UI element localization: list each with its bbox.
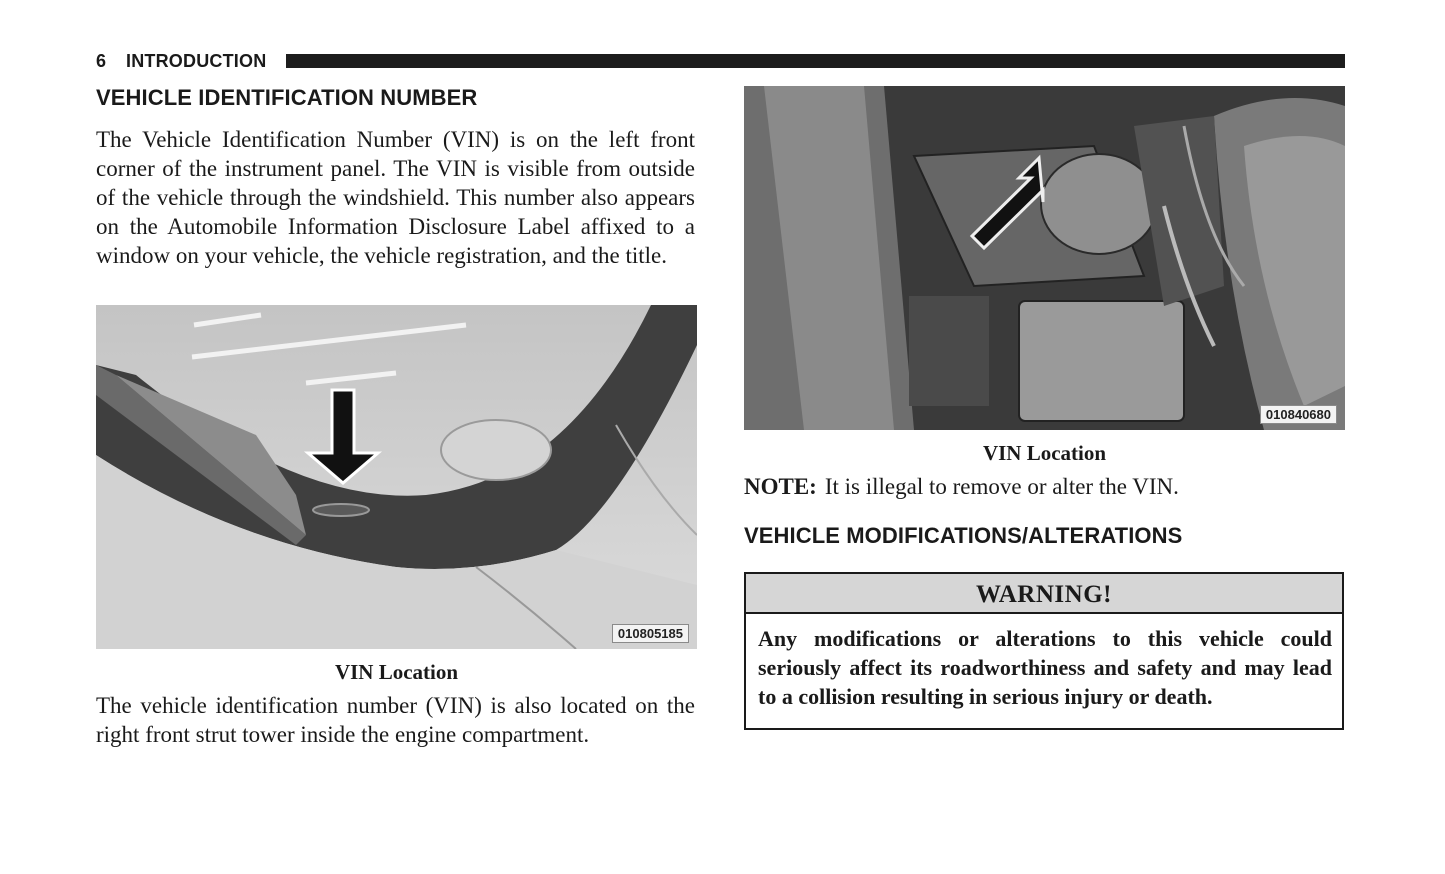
windshield-illustration (96, 305, 697, 649)
note-text: It is illegal to remove or alter the VIN. (824, 474, 1179, 499)
header-bar (286, 54, 1345, 68)
vin-paragraph-2: The vehicle identification number (VIN) is also located on the right front strut tower inside the engine compartment. (96, 693, 695, 747)
warning-text: Any modifications or alterations to this vehicle could seriously affect its roadworthiness and safety and may lead to a collision resulting in serious injury or death. (758, 626, 1332, 709)
vin-paragraph-1: The Vehicle Identification Number (VIN) is on the left front corner of the instrument panel. The VIN is visible from outside of the vehicle through the windshield. This number also appears on the Automobile Information Disclosure Label affixed to a window on your vehicle, the vehicle registration, and the title. (96, 127, 695, 268)
modifications-heading: VEHICLE MODIFICATIONS/ALTERATIONS (744, 523, 1183, 548)
page-number: 6 (96, 51, 107, 71)
page-header (96, 50, 1345, 72)
figure-caption-1: VIN Location (334, 660, 459, 684)
note (744, 472, 1179, 501)
warning-box (744, 572, 1344, 730)
engine-illustration (744, 86, 1345, 430)
figure-id-1: 010805185 (612, 624, 689, 643)
figure-caption-2: VIN Location (982, 441, 1107, 465)
engine-compartment-figure (744, 86, 1345, 430)
windshield-vin-figure (96, 305, 697, 649)
section-name: INTRODUCTION (126, 51, 267, 71)
note-label: NOTE: (744, 474, 817, 499)
figure-id-2: 010840680 (1260, 405, 1337, 424)
vin-heading: VEHICLE IDENTIFICATION NUMBER (96, 85, 478, 110)
warning-title: WARNING! (746, 574, 1342, 614)
